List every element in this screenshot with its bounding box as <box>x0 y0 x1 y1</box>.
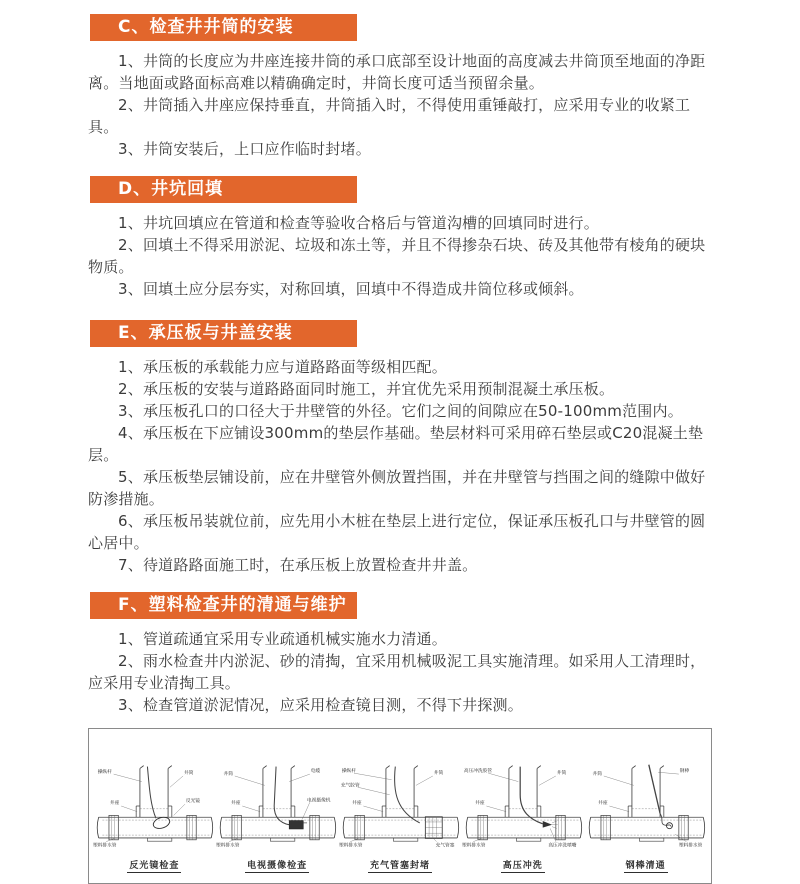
figure-panel-high-pressure-flushing <box>462 756 584 873</box>
diagram-label: 井座 <box>597 801 608 807</box>
paragraph: 2、回填土不得采用淤泥、垃圾和冻土等，并且不得掺杂石块、砖及其他带有棱角的硬块物质。 <box>88 236 706 276</box>
paragraph: 2、井筒插入井座应保持垂直，井筒插入时，不得使用重锤敲打，应采用专业的收紧工具。 <box>88 96 691 136</box>
diagram-label: 塑料排水管 <box>216 843 240 849</box>
paragraph: 3、回填土应分层夯实，对称回填，回填中不得造成井筒位移或倾斜。 <box>118 280 584 298</box>
diagram-label: 井筒 <box>223 772 234 778</box>
diagram-label: 井筒 <box>556 771 566 777</box>
paragraph: 2、承压板的安装与道路路面同时施工，并宜优先采用预制混凝土承压板。 <box>118 380 615 398</box>
diagram-label: 充气胶管 <box>340 783 360 789</box>
section-c <box>88 14 712 160</box>
diagram-label: 钢棒 <box>679 769 689 775</box>
diagram-label: 高压冲洗胶管 <box>463 769 492 775</box>
paragraph: 1、井筒的长度应为井座连接井筒的承口底部至设计地面的高度减去井筒顶至地面的净距离。当地面或路面标高难以精确确定时，井筒长度可适当预留余量。 <box>88 52 706 92</box>
section-c-header: C、检查井井筒的安装 <box>90 14 357 41</box>
diagram-label: 井座 <box>110 801 120 807</box>
diagram-label: 操纵杆 <box>341 769 356 775</box>
figure-caption: 电视摄像检查 <box>245 858 309 873</box>
section-d-header: D、井坑回填 <box>90 176 357 203</box>
figure-caption: 高压冲洗 <box>501 858 545 873</box>
paragraph: 4、承压板在下应铺设300mm的垫层作基础。垫层材料可采用碎石垫层或C20混凝土垫层。 <box>88 424 704 464</box>
paragraph: 1、管道疏通宜采用专业疏通机械实施水力清通。 <box>118 630 447 648</box>
diagram-label: 井筒 <box>433 771 444 777</box>
mirror-inspection-diagram <box>93 756 215 856</box>
diagram-label: 电视摄像机 <box>307 798 331 804</box>
steel-rod-clearing-diagram <box>585 756 707 856</box>
section-e-body <box>88 356 712 576</box>
section-c-body <box>88 50 712 160</box>
section-f-body <box>88 628 712 716</box>
diagram-label: 高压冲洗喷嘴 <box>548 843 577 849</box>
diagram-label: 井筒 <box>184 771 194 777</box>
diagram-label: 塑料排水管 <box>338 843 363 849</box>
figure-panel-steel-rod-clearing <box>585 756 707 873</box>
paragraph: 1、承压板的承载能力应与道路路面等级相匹配。 <box>118 358 447 376</box>
diagram-label: 反光镜 <box>186 799 201 805</box>
figure-caption: 反光镜检查 <box>127 858 181 873</box>
inflatable-plug-diagram <box>339 756 461 856</box>
figure-panel-inflatable-plug-sealing <box>339 756 461 873</box>
paragraph: 6、承压板吊装就位前，应先用小木桩在垫层上进行定位，保证承压板孔口与井壁管的圆心居中。 <box>88 512 706 552</box>
paragraph: 5、承压板垫层铺设前，应在井壁管外侧放置挡围，并在井壁管与挡围之间的缝隙中做好防渗措施。 <box>88 468 706 508</box>
diagram-label: 操纵杆 <box>98 770 113 776</box>
figure-caption: 钢棒清通 <box>624 858 668 873</box>
diagram-label: 井筒 <box>592 772 602 778</box>
section-d <box>88 176 712 300</box>
section-d-body <box>88 212 712 300</box>
section-e <box>88 320 712 576</box>
tv-camera-inspection-diagram <box>216 756 338 856</box>
paragraph: 3、检查管道淤泥情况，应采用检查镜目测，不得下井探测。 <box>118 696 523 714</box>
diagram-label: 塑料排水管 <box>93 843 117 849</box>
maintenance-methods-figure <box>88 728 712 884</box>
paragraph: 3、承压板孔口的口径大于井壁管的外径。它们之间的间隙应在50-100mm范围内。 <box>118 402 683 420</box>
paragraph: 3、井筒安装后，上口应作临时封堵。 <box>118 140 371 158</box>
diagram-label: 井座 <box>474 801 485 807</box>
diagram-label: 塑料排水管 <box>678 843 702 849</box>
figure-panel-tv-camera-inspection <box>216 756 338 873</box>
diagram-label: 电缆 <box>310 769 321 775</box>
figure-caption: 充气管塞封堵 <box>368 858 432 873</box>
paragraph: 7、待道路路面施工时，在承压板上放置检查井井盖。 <box>118 556 478 574</box>
paragraph: 1、井坑回填应在管道和检查等验收合格后与管道沟槽的回填同时进行。 <box>118 214 599 232</box>
diagram-label: 塑料排水管 <box>461 843 486 849</box>
figure-panel-mirror-inspection <box>93 756 215 873</box>
high-pressure-flushing-diagram <box>462 756 584 856</box>
diagram-label: 充气管塞 <box>435 843 455 849</box>
section-e-header: E、承压板与井盖安装 <box>90 320 357 347</box>
paragraph: 2、雨水检查井内淤泥、砂的清掏，宜采用机械吸泥工具实施清理。如采用人工清理时，应采用专业清掏工具。 <box>88 652 706 692</box>
diagram-label: 井座 <box>231 801 241 807</box>
section-f <box>88 592 712 716</box>
section-f-header: F、塑料检查井的清通与维护 <box>90 592 357 619</box>
diagram-label: 井座 <box>352 801 362 807</box>
